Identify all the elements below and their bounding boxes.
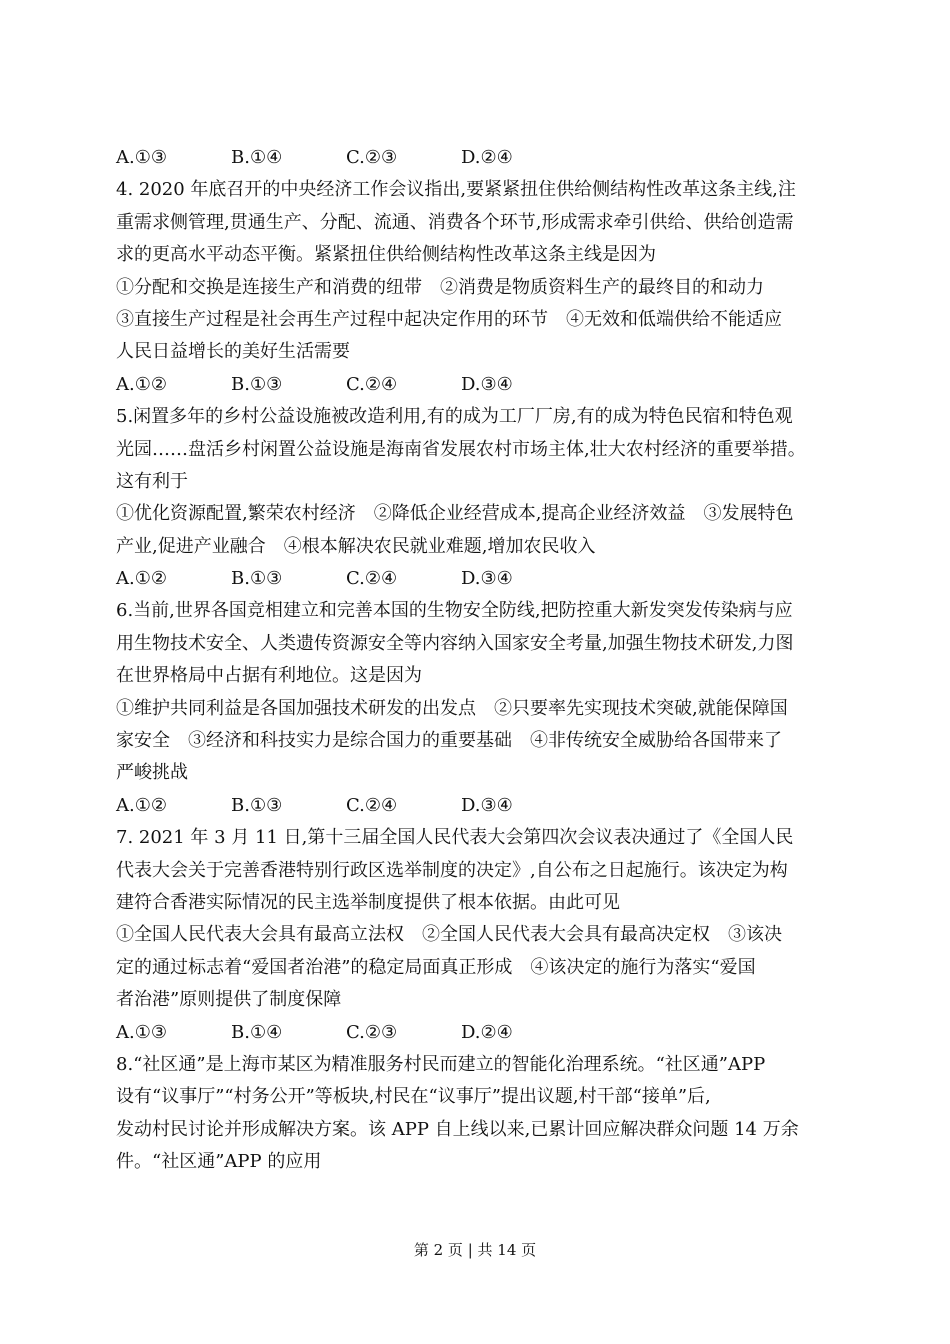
text-line: 人民日益增长的美好生活需要 — [116, 341, 350, 363]
answer-option: B.①④ — [231, 1021, 283, 1043]
answer-options — [116, 369, 840, 401]
answer-option: A.①② — [116, 794, 167, 816]
answer-options — [116, 790, 840, 822]
text-line: 4. 2020 年底召开的中央经济工作会议指出,要紧紧扭住供给侧结构性改革这条主线,注 — [116, 179, 796, 201]
text-line: 严峻挑战 — [116, 762, 188, 784]
text-line: 在世界格局中占据有利地位。这是因为 — [116, 665, 422, 687]
answer-option: C.②④ — [346, 794, 398, 816]
answer-option: B.①③ — [231, 794, 283, 816]
text-line: ①全国人民代表大会具有最高立法权 ②全国人民代表大会具有最高决定权 ③该决 — [116, 924, 782, 946]
answer-option: D.②④ — [461, 1021, 513, 1043]
answer-options — [116, 563, 840, 595]
answer-option: C.②③ — [346, 147, 398, 168]
answer-options — [116, 1017, 840, 1049]
answer-option: B.①③ — [231, 568, 283, 590]
text-line: ①优化资源配置,繁荣农村经济 ②降低企业经营成本,提高企业经济效益 ③发展特色 — [116, 503, 794, 525]
text-line: ①分配和交换是连接生产和消费的纽带 ②消费是物质资料生产的最终目的和动力 — [116, 276, 764, 298]
text-line: 家安全 ③经济和科技实力是综合国力的重要基础 ④非传统安全威胁给各国带来了 — [116, 730, 782, 752]
answer-option: D.②④ — [461, 147, 513, 168]
text-line: ③直接生产过程是社会再生产过程中起决定作用的环节 ④无效和低端供给不能适应 — [116, 308, 782, 330]
answer-options — [116, 142, 840, 174]
text-line: 发动村民讨论并形成解决方案。该 APP 自上线以来,已累计回应解决群众问题 14 万余 — [116, 1118, 799, 1140]
answer-option: A.①③ — [116, 1021, 167, 1043]
text-line: 6.当前,世界各国竞相建立和完善本国的生物安全防线,把防控重大新发突发传染病与应 — [116, 600, 793, 622]
text-line: 重需求侧管理,贯通生产、分配、流通、消费各个环节,形成需求牵引供给、供给创造需 — [116, 211, 794, 233]
text-line: 定的通过标志着“爱国者治港”的稳定局面真正形成 ④该决定的施行为落实“爱国 — [116, 956, 756, 978]
text-line: 代表大会关于完善香港特别行政区选举制度的决定》,自公布之日起施行。该决定为构 — [116, 859, 788, 881]
text-line: 设有“议事厅”“村务公开”等板块,村民在“议事厅”提出议题,村干部“接单”后, — [116, 1086, 711, 1108]
text-line: 光园……盘活乡村闲置公益设施是海南省发展农村市场主体,壮大农村经济的重要举措。 — [116, 438, 806, 460]
text-line: 求的更高水平动态平衡。紧紧扭住供给侧结构性改革这条主线是因为 — [116, 244, 656, 266]
answer-option: A.①② — [116, 373, 167, 395]
answer-option: B.①④ — [231, 147, 283, 168]
text-line: 5.闲置多年的乡村公益设施被改造利用,有的成为工厂厂房,有的成为特色民宿和特色观 — [116, 406, 793, 428]
answer-option: D.③④ — [461, 373, 513, 395]
answer-option: C.②④ — [346, 568, 398, 590]
answer-option: C.②③ — [346, 1021, 398, 1043]
text-line: 件。“社区通”APP 的应用 — [116, 1151, 322, 1173]
page-footer: 第 2 页 | 共 14 页 — [413, 1241, 537, 1259]
answer-option: D.③④ — [461, 794, 513, 816]
text-line: ①维护共同利益是各国加强技术研发的出发点 ②只要率先实现技术突破,就能保障国 — [116, 697, 788, 719]
text-line: 产业,促进产业融合 ④根本解决农民就业难题,增加农民收入 — [116, 535, 596, 557]
text-line: 建符合香港实际情况的民主选举制度提供了根本依据。由此可见 — [116, 891, 620, 913]
text-line: 7. 2021 年 3 月 11 日,第十三届全国人民代表大会第四次会议表决通过了《全国人民 — [116, 827, 794, 849]
answer-option: A.①③ — [116, 147, 167, 168]
answer-option: C.②④ — [346, 373, 398, 395]
answer-option: D.③④ — [461, 568, 513, 590]
answer-option: A.①② — [116, 568, 167, 590]
text-line: 8.“社区通”是上海市某区为精准服务村民而建立的智能化治理系统。“社区通”APP — [116, 1053, 766, 1075]
answer-option: B.①③ — [231, 373, 283, 395]
text-line: 这有利于 — [116, 470, 188, 492]
exam-content — [116, 142, 840, 1179]
text-line: 者治港”原则提供了制度保障 — [116, 989, 342, 1011]
text-line: 用生物技术安全、人类遗传资源安全等内容纳入国家安全考量,加强生物技术研发,力图 — [116, 632, 794, 654]
